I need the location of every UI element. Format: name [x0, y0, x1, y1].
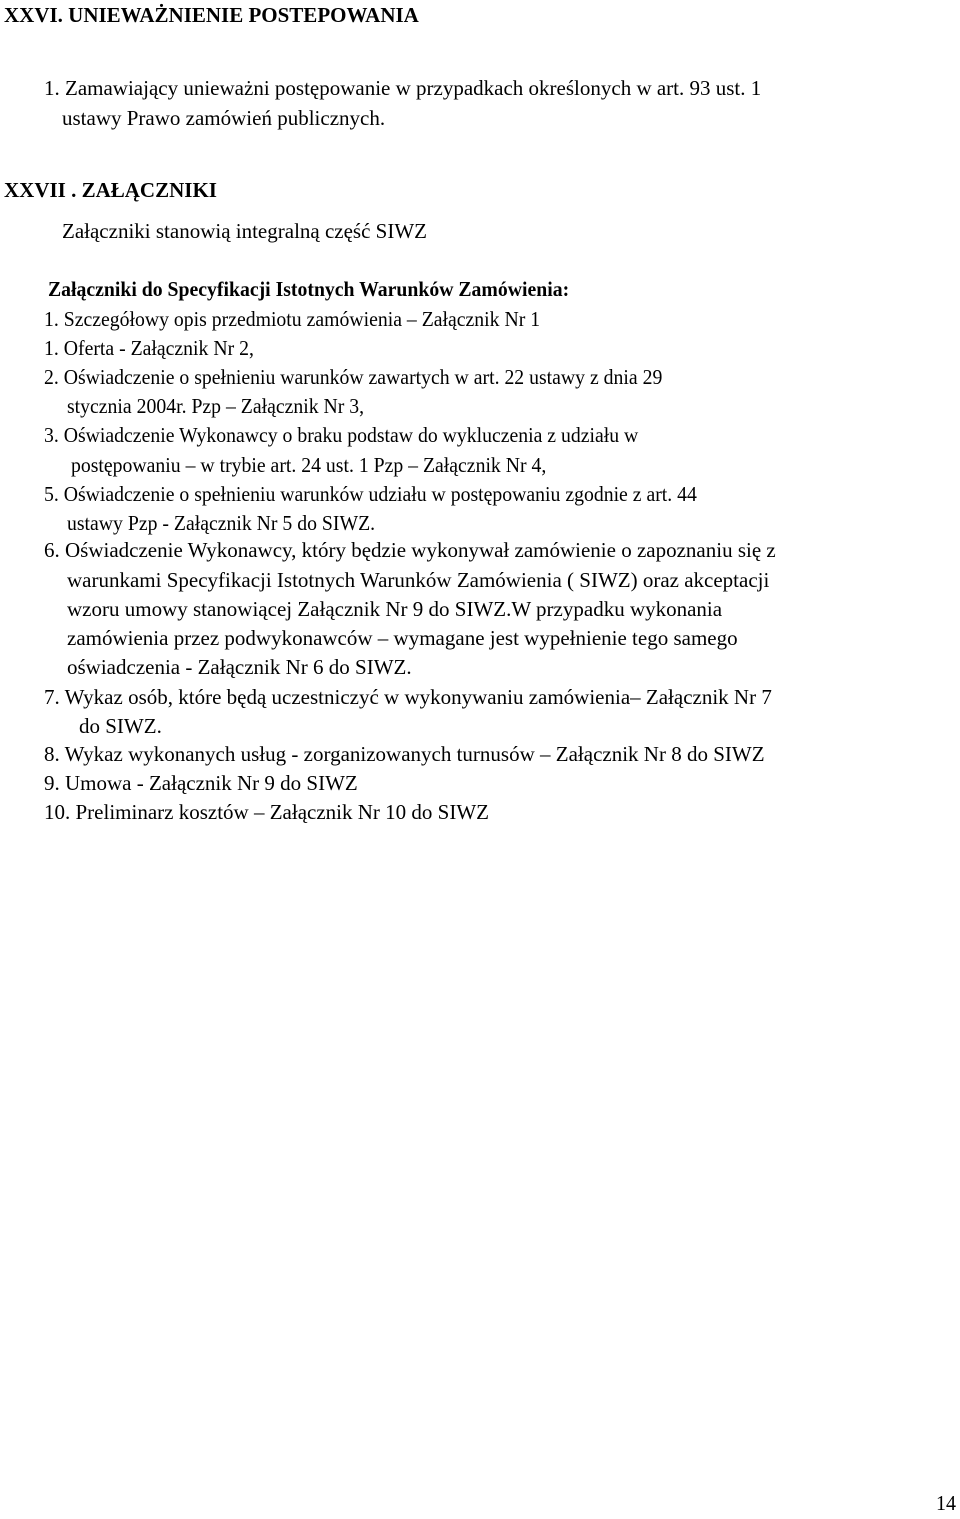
list-item: 7. Wykaz osób, które będą uczestniczyć w wykonywaniu zamówienia– Załącznik Nr 7: [44, 685, 772, 709]
list-item-continuation: warunkami Specyfikacji Istotnych Warunków Zamówienia ( SIWZ) oraz akceptacji: [67, 568, 770, 592]
list-item-continuation: oświadczenia - Załącznik Nr 6 do SIWZ.: [67, 655, 412, 679]
list-item: 2. Oświadczenie o spełnieniu warunków zawartych w art. 22 ustawy z dnia 29: [44, 365, 663, 389]
attachments-list-title: Załączniki do Specyfikacji Istotnych Warunków Zamówienia:: [48, 277, 570, 301]
section-heading-xxvii: XXVII . ZAŁĄCZNIKI: [4, 178, 217, 202]
list-item: 6. Oświadczenie Wykonawcy, który będzie wykonywał zamówienie o zapoznaniu się z: [44, 538, 776, 562]
list-item: 3. Oświadczenie Wykonawcy o braku podstaw do wykluczenia z udziału w: [44, 423, 639, 447]
list-item: 9. Umowa - Załącznik Nr 9 do SIWZ: [44, 771, 358, 795]
list-item-continuation: postępowaniu – w trybie art. 24 ust. 1 Pzp – Załącznik Nr 4,: [71, 453, 547, 477]
list-item-continuation: zamówienia przez podwykonawców – wymagane jest wypełnienie tego samego: [67, 626, 738, 650]
list-item: 5. Oświadczenie o spełnieniu warunków udziału w postępowaniu zgodnie z art. 44: [44, 482, 697, 506]
list-item-continuation: ustawy Prawo zamówień publicznych.: [62, 106, 386, 130]
list-item-continuation: stycznia 2004r. Pzp – Załącznik Nr 3,: [67, 394, 365, 418]
list-item-continuation: wzoru umowy stanowiącej Załącznik Nr 9 do SIWZ.W przypadku wykonania: [67, 597, 723, 621]
list-item: 1. Oferta - Załącznik Nr 2,: [44, 336, 254, 360]
list-item: 10. Preliminarz kosztów – Załącznik Nr 10 do SIWZ: [44, 800, 489, 824]
page-number: 14: [936, 1491, 956, 1515]
section-intro: Załączniki stanowią integralną część SIWZ: [62, 219, 427, 243]
list-item-continuation: do SIWZ.: [79, 714, 162, 738]
list-item: 1. Szczegółowy opis przedmiotu zamówienia – Załącznik Nr 1: [44, 307, 541, 331]
list-item: 1. Zamawiający unieważni postępowanie w przypadkach określonych w art. 93 ust. 1: [44, 76, 762, 100]
list-item-continuation: ustawy Pzp - Załącznik Nr 5 do SIWZ.: [67, 511, 376, 535]
list-item: 8. Wykaz wykonanych usług - zorganizowanych turnusów – Załącznik Nr 8 do SIWZ: [44, 742, 765, 766]
section-heading-xxvi: XXVI. UNIEWAŻNIENIE POSTEPOWANIA: [4, 3, 419, 27]
